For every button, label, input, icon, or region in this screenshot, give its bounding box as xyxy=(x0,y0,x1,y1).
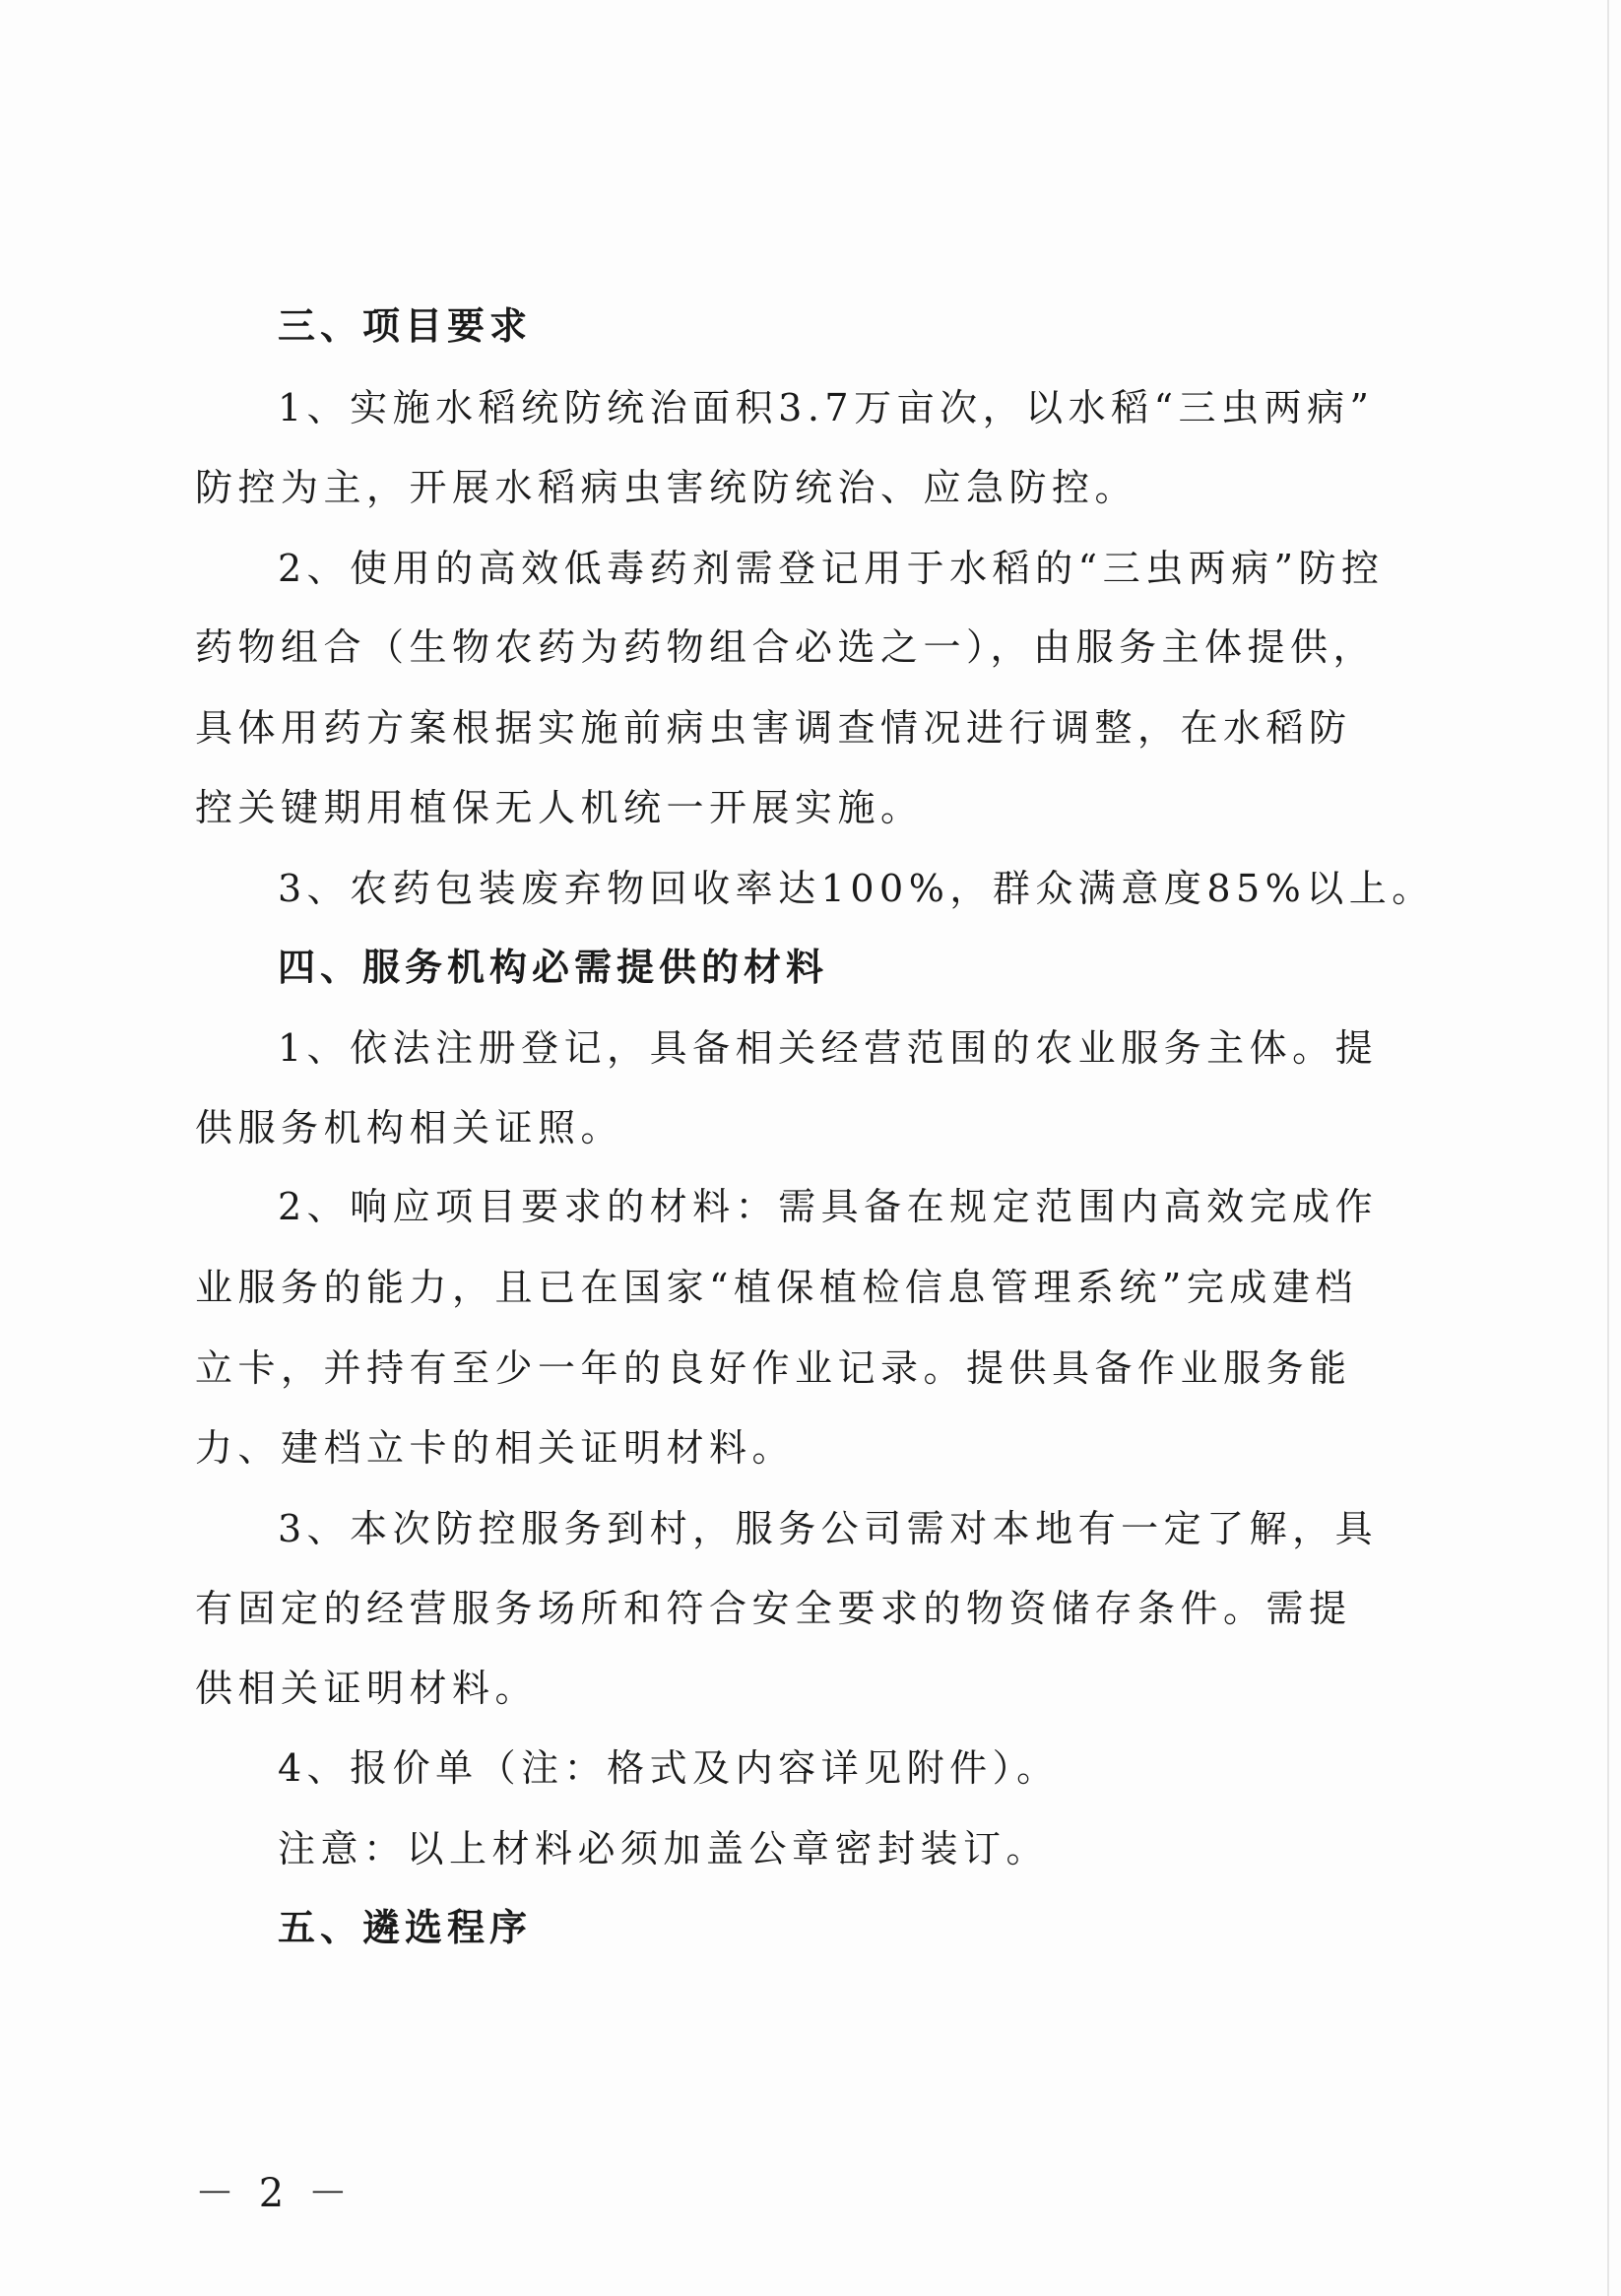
paragraph-line: 1、依法注册登记，具备相关经营范围的农业服务主体。提 xyxy=(278,1026,1379,1070)
paragraph-line: 2、响应项目要求的材料：需具备在规定范围内高效完成作 xyxy=(278,1185,1379,1228)
paragraph-line: 力、建档立卡的相关证明材料。 xyxy=(195,1426,796,1470)
paragraph-line: 4、报价单（注：格式及内容详见附件）。 xyxy=(278,1746,1060,1790)
section-heading-5: 五、遴选程序 xyxy=(278,1906,533,1949)
paragraph-line: 立卡，并持有至少一年的良好作业记录。提供具备作业服务能 xyxy=(195,1346,1352,1390)
paragraph-line: 1、实施水稻统防统治面积3.7万亩次，以水稻“三虫两病” xyxy=(278,386,1375,429)
section-heading-4: 四、服务机构必需提供的材料 xyxy=(278,946,829,989)
paragraph-line: 2、使用的高效低毒药剂需登记用于水稻的“三虫两病”防控 xyxy=(278,547,1385,590)
paragraph-line: 有固定的经营服务场所和符合安全要求的物资储存条件。需提 xyxy=(195,1587,1352,1630)
page-number: － 2 － xyxy=(195,2171,354,2216)
paragraph-line: 防控为主，开展水稻病虫害统防统治、应急防控。 xyxy=(195,466,1138,509)
paragraph-line: 具体用药方案根据实施前病虫害调查情况进行调整，在水稻防 xyxy=(195,706,1352,750)
paragraph-line: 药物组合（生物农药为药物组合必选之一），由服务主体提供， xyxy=(195,625,1377,669)
paragraph-line: 供相关证明材料。 xyxy=(195,1667,539,1710)
paragraph-line: 3、本次防控服务到村，服务公司需对本地有一定了解，具 xyxy=(278,1507,1379,1550)
paragraph-line: 控关键期用植保无人机统一开展实施。 xyxy=(195,786,924,829)
page-edge xyxy=(1607,0,1609,2296)
section-heading-3: 三、项目要求 xyxy=(278,304,533,348)
paragraph-line: 业服务的能力，且已在国家“植保植检信息管理系统”完成建档 xyxy=(195,1266,1358,1309)
paragraph-line: 供服务机构相关证照。 xyxy=(195,1106,624,1149)
paragraph-line: 3、农药包装废弃物回收率达100%，群众满意度85%以上。 xyxy=(278,867,1435,910)
paragraph-line: 注意：以上材料必须加盖公章密封装订。 xyxy=(278,1827,1050,1870)
